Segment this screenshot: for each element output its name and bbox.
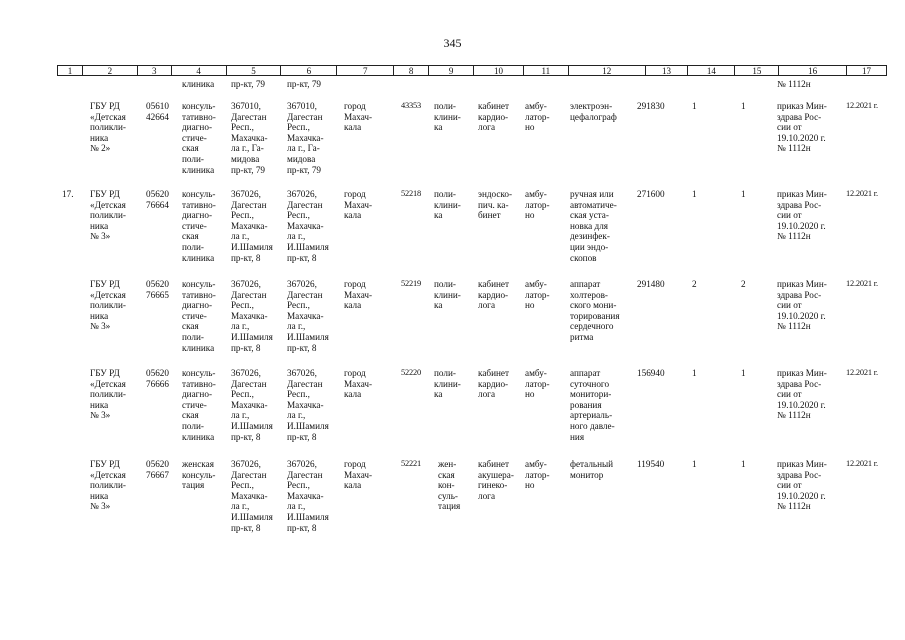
cell-city: город Махач- кала	[344, 368, 373, 400]
page-number: 345	[443, 36, 462, 50]
cell-unit: поли- клини- ка	[434, 101, 461, 133]
cell-date: 12.2021 г.	[846, 279, 878, 288]
cell-address-2: 367026, Дагестан Респ., Махачка- ла г., И.Шамиля пр-кт, 8	[287, 368, 329, 442]
cell-room: кабинет кардио- лога	[478, 368, 510, 400]
cell-address-1: 367010, Дагестан Респ., Махачка- ла г., Га- мидова пр-кт, 79	[231, 101, 268, 175]
cell-organization: ГБУ РД «Детская поликли- ника № 3»	[90, 189, 126, 242]
cell-date: 12.2021 г.	[846, 368, 878, 377]
col-header: 3	[138, 66, 172, 75]
col-header: 6	[281, 66, 337, 75]
column-number-header	[57, 65, 887, 76]
cell-order: приказ Мин- здрава Рос- сии от 19.10.2020 г. № 1112н	[777, 459, 827, 512]
col-header: 14	[688, 66, 735, 75]
col-header: 10	[474, 66, 524, 75]
cell-code: 05620 76666	[146, 368, 169, 389]
cell-id: 52218	[401, 189, 421, 198]
cell-dept: консуль- тативно- диагно- стиче- ская поли- клиника	[182, 101, 216, 175]
cell-id: 43353	[401, 101, 421, 110]
cell-code: 05620 76667	[146, 459, 169, 480]
cell-code-2: 291830	[637, 101, 665, 111]
col-header: 13	[646, 66, 689, 75]
cell-order: приказ Мин- здрава Рос- сии от 19.10.2020 г. № 1112н	[777, 279, 827, 332]
cell-quantity-2: 1	[741, 459, 746, 469]
cell-care: амбу- латор- но	[525, 279, 550, 311]
col-header: 17	[862, 66, 872, 76]
cell-number: 17.	[62, 189, 74, 199]
cell-order: приказ Мин- здрава Рос- сии от 19.10.2020 г. № 1112н	[777, 368, 827, 421]
cell-unit: поли- клини- ка	[434, 368, 461, 400]
col-header: 15	[735, 66, 779, 75]
cell-organization: ГБУ РД «Детская поликли- ника № 3»	[90, 279, 126, 332]
cell-address-1: 367026, Дагестан Респ., Махачка- ла г., И.Шамиля пр-кт, 8	[231, 368, 273, 442]
cell-address-2: 367026, Дагестан Респ., Махачка- ла г., И.Шамиля пр-кт, 8	[287, 459, 329, 533]
cell-organization: ГБУ РД «Детская поликли- ника № 3»	[90, 459, 126, 512]
cell-care: амбу- латор- но	[525, 368, 550, 400]
cell-id: 52221	[401, 459, 421, 468]
col-header: 16	[779, 66, 847, 75]
cell-id: 52219	[401, 279, 421, 288]
col-header: 9	[429, 66, 474, 75]
cell-quantity-2: 2	[741, 279, 746, 289]
cell-id: 52220	[401, 368, 421, 377]
cell-order: приказ Мин- здрава Рос- сии от 19.10.2020 г. № 1112н	[777, 189, 827, 242]
cell-dept: консуль- тативно- диагно- стиче- ская поли- клиника	[182, 189, 216, 263]
cell-city: город Махач- кала	[344, 459, 373, 491]
cell-dept: клиника	[182, 79, 215, 89]
cell-date: 12.2021 г.	[846, 459, 878, 468]
cell-code-2: 119540	[637, 459, 665, 469]
cell-order: № 1112н	[777, 79, 811, 89]
cell-code: 05610 42664	[146, 101, 169, 122]
cell-equipment: аппарат холтеров- ского мони- торирования сердечного ритма	[570, 279, 620, 342]
cell-quantity-1: 1	[692, 189, 697, 199]
cell-dept: консуль- тативно- диагно- стиче- ская поли- клиника	[182, 279, 216, 353]
cell-equipment: аппарат суточного монитори- рования артериаль- ного давле- ния	[570, 368, 615, 442]
cell-date: 12.2021 г.	[846, 189, 878, 198]
cell-code: 05620 76665	[146, 279, 169, 300]
col-header: 11	[524, 66, 569, 75]
cell-unit: поли- клини- ка	[434, 189, 461, 221]
cell-care: амбу- латор- но	[525, 101, 550, 133]
cell-unit: жен- ская кон- суль- тация	[438, 459, 461, 512]
cell-code-2: 291480	[637, 279, 665, 289]
cell-address-2: 367026, Дагестан Респ., Махачка- ла г., И.Шамиля пр-кт, 8	[287, 189, 329, 263]
col-header: 12	[569, 66, 646, 75]
cell-city: город Махач- кала	[344, 279, 373, 311]
cell-quantity-1: 1	[692, 459, 697, 469]
cell-code-2: 156940	[637, 368, 665, 378]
cell-equipment: электроэн- цефалограф	[570, 101, 617, 122]
cell-address-2: 367010, Дагестан Респ., Махачка- ла г., Га- мидова пр-кт, 79	[287, 101, 324, 175]
cell-order: приказ Мин- здрава Рос- сии от 19.10.2020 г. № 1112н	[777, 101, 827, 154]
cell-address-2: 367026, Дагестан Респ., Махачка- ла г., И.Шамиля пр-кт, 8	[287, 279, 329, 353]
cell-organization: ГБУ РД «Детская поликли- ника № 2»	[90, 101, 126, 154]
cell-address-1: 367026, Дагестан Респ., Махачка- ла г., И.Шамиля пр-кт, 8	[231, 189, 273, 263]
cell-address-2: пр-кт, 79	[287, 79, 322, 89]
cell-room: кабинет кардио- лога	[478, 279, 510, 311]
cell-quantity-1: 1	[692, 368, 697, 378]
cell-equipment: ручная или автоматиче- ская уста- новка для дезинфек- ции эндо- скопов	[570, 189, 617, 263]
cell-city: город Махач- кала	[344, 189, 373, 221]
cell-unit: поли- клини- ка	[434, 279, 461, 311]
col-header: 1	[58, 66, 83, 75]
cell-dept: консуль- тативно- диагно- стиче- ская поли- клиника	[182, 368, 216, 442]
cell-address-1: 367026, Дагестан Респ., Махачка- ла г., И.Шамиля пр-кт, 8	[231, 459, 273, 533]
col-header: 8	[394, 66, 429, 75]
cell-date: 12.2021 г.	[846, 101, 878, 110]
col-header: 5	[227, 66, 282, 75]
cell-room: кабинет акушера- гинеко- лога	[478, 459, 514, 501]
cell-quantity-2: 1	[741, 368, 746, 378]
cell-dept: женская консуль- тация	[182, 459, 216, 491]
cell-care: амбу- латор- но	[525, 189, 550, 221]
cell-quantity-2: 1	[741, 101, 746, 111]
cell-organization: ГБУ РД «Детская поликли- ника № 3»	[90, 368, 126, 421]
cell-room: кабинет кардио- лога	[478, 101, 510, 133]
cell-quantity-2: 1	[741, 189, 746, 199]
col-header: 2	[83, 66, 138, 75]
cell-quantity-1: 2	[692, 279, 697, 289]
cell-address-1: пр-кт, 79	[231, 79, 266, 89]
cell-room: эндоско- пич. ка- бинет	[478, 189, 513, 221]
cell-quantity-1: 1	[692, 101, 697, 111]
col-header: 7	[337, 66, 394, 75]
col-header: 4	[172, 66, 227, 75]
cell-code-2: 271600	[637, 189, 665, 199]
cell-address-1: 367026, Дагестан Респ., Махачка- ла г., И.Шамиля пр-кт, 8	[231, 279, 273, 353]
cell-equipment: фетальный монитор	[570, 459, 614, 480]
cell-care: амбу- латор- но	[525, 459, 550, 491]
cell-code: 05620 76664	[146, 189, 169, 210]
cell-city: город Махач- кала	[344, 101, 373, 133]
